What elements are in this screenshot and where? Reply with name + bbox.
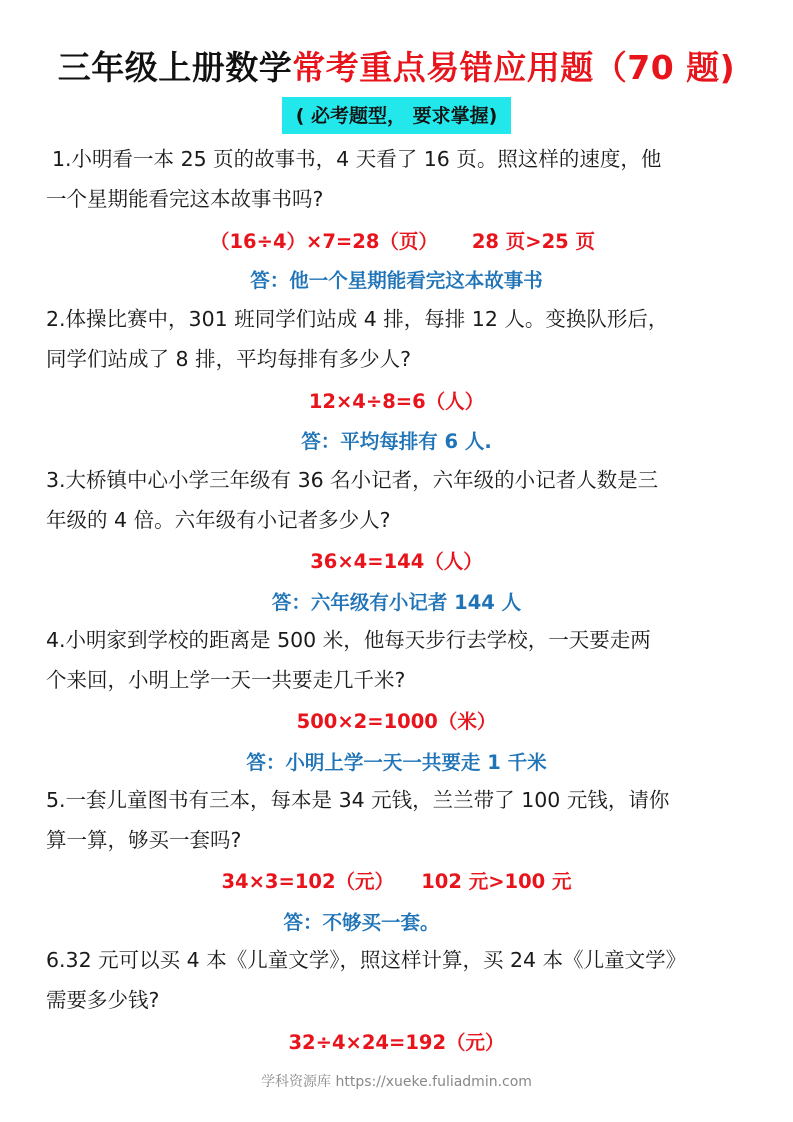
title-topic-part: 常考重点易错应用题（70 题) <box>292 48 736 87</box>
problem-2-answer: 答：平均每排有 6 人. <box>301 430 492 453</box>
problem-1-line-1: 1.小明看一本 25 页的故事书，4 天看了 16 页。照这样的速度，他 <box>52 147 662 171</box>
problem-3-calculation: 36×4=144（人） <box>310 550 483 573</box>
problem-1-answer: 答：他一个星期能看完这本故事书 <box>250 269 543 292</box>
problem-6-calculation: 32÷4×24=192（元） <box>288 1031 505 1054</box>
problem-4-answer: 答：小明上学一天一共要走 1 千米 <box>246 751 547 774</box>
problem-1-calculation: （16÷4）×7=28（页） 28 页>25 页 <box>209 230 596 253</box>
problem-3-line-1: 3.大桥镇中心小学三年级有 36 名小记者，六年级的小记者人数是三 <box>46 468 659 492</box>
problem-6-line-1: 6.32 元可以买 4 本《儿童文学》，照这样计算，买 24 本《儿童文学》 <box>46 948 687 972</box>
problem-1-line-2: 一个星期能看完这本故事书吗? <box>46 187 324 211</box>
title-grade-part: 三年级上册数学 <box>57 48 293 87</box>
problem-2-line-2: 同学们站成了 8 排，平均每排有多少人? <box>46 347 411 371</box>
problem-6-line-2: 需要多少钱? <box>46 988 160 1012</box>
subtitle-row <box>0 97 793 134</box>
footer-source: 学科资源库 https://xueke.fuliadmin.com <box>261 1074 532 1090</box>
problem-5-calculation: 34×3=102（元） 102 元>100 元 <box>221 870 572 893</box>
problem-2-line-1: 2.体操比赛中，301 班同学们站成 4 排，每排 12 人。变换队形后， <box>46 307 669 331</box>
problem-3-answer: 答：六年级有小记者 144 人 <box>271 591 522 614</box>
problem-4-line-1: 4.小明家到学校的距离是 500 米，他每天步行去学校，一天要走两 <box>46 628 651 652</box>
problem-5-answer: 答：不够买一套。 <box>283 911 440 934</box>
subtitle-highlight: ( 必考题型， 要求掌握) <box>282 97 512 134</box>
page-title <box>0 42 793 89</box>
problem-4-line-2: 个来回，小明上学一天一共要走几千米? <box>46 668 406 692</box>
problem-4-calculation: 500×2=1000（米） <box>296 710 497 733</box>
problem-5-line-1: 5.一套儿童图书有三本，每本是 34 元钱，兰兰带了 100 元钱，请你 <box>46 788 670 812</box>
problem-5-line-2: 算一算，够买一套吗? <box>46 828 242 852</box>
problem-3-line-2: 年级的 4 倍。六年级有小记者多少人? <box>46 508 391 532</box>
problem-2-calculation: 12×4÷8=6（人） <box>308 390 485 413</box>
